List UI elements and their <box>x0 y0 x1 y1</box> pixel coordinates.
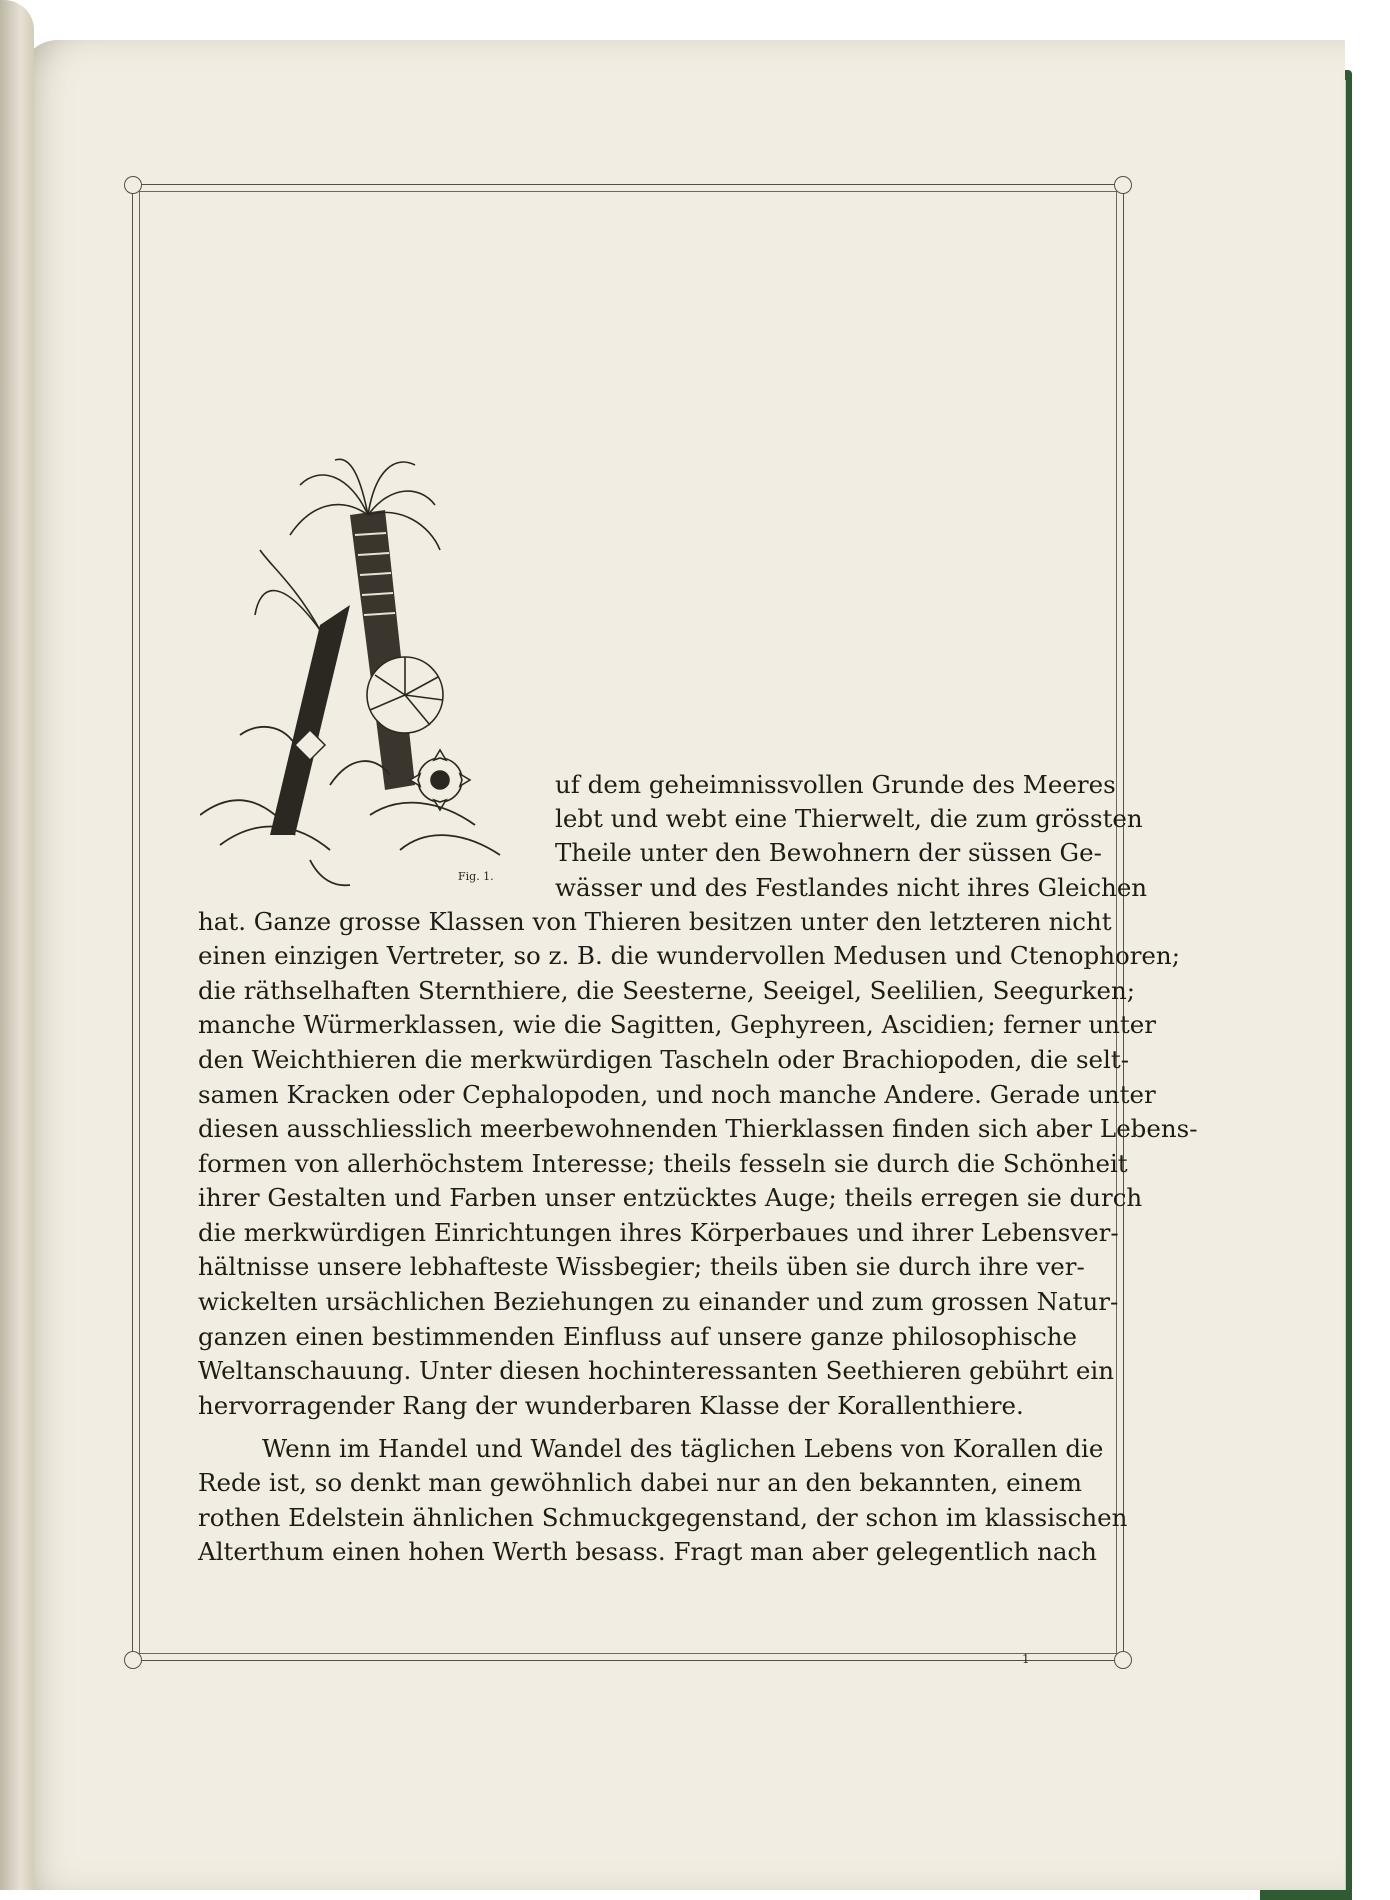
text-line: die merkwürdigen Einrichtungen ihres Körperbaues und ihrer Lebensver- <box>198 1218 1119 1247</box>
text-line: diesen ausschliesslich meerbewohnenden Thierklassen finden sich aber Lebens- <box>198 1114 1198 1143</box>
text-line: wickelten ursächlichen Beziehungen zu einander und zum grossen Natur- <box>198 1287 1119 1316</box>
text-line: samen Kracken oder Cephalopoden, und noch manche Andere. Gerade unter <box>198 1080 1156 1109</box>
text-line: Wenn im Handel und Wandel des täglichen Lebens von Korallen die <box>262 1434 1104 1463</box>
text-line: manche Würmerklassen, wie die Sagitten, Gephyreen, Ascidien; ferner unter <box>198 1010 1156 1039</box>
frame-corner-ornament <box>1114 176 1132 194</box>
text-line: die räthselhaften Sternthiere, die Seesterne, Seeigel, Seelilien, Seegurken; <box>198 976 1135 1005</box>
text-line: hervorragender Rang der wunderbaren Klasse der Korallenthiere. <box>198 1391 1024 1420</box>
text-line: Alterthum einen hohen Werth besass. Fragt man aber gelegentlich nach <box>198 1537 1097 1566</box>
text-line: Rede ist, so denkt man gewöhnlich dabei nur an den bekannten, einem <box>198 1468 1082 1497</box>
text-line: hältnisse unsere lebhafteste Wissbegier; theils üben sie durch ihre ver- <box>198 1252 1085 1281</box>
frame-corner-ornament <box>124 176 142 194</box>
opposite-leaf-curl <box>0 0 34 1890</box>
ornamental-letter-a-coral-icon <box>200 455 530 895</box>
text-line: wässer und des Festlandes nicht ihres Gleichen <box>555 873 1148 902</box>
frame-corner-ornament <box>124 1651 142 1669</box>
frame-corner-ornament <box>1114 1651 1132 1669</box>
text-line: lebt und webt eine Thierwelt, die zum grössten <box>555 804 1143 833</box>
text-line: Theile unter den Bewohnern der süssen Ge- <box>555 838 1102 867</box>
text-line: den Weichthieren die merkwürdigen Tascheln oder Brachiopoden, die selt- <box>198 1045 1129 1074</box>
text-line: hat. Ganze grosse Klassen von Thieren besitzen unter den letzteren nicht <box>198 907 1112 936</box>
text-line: rothen Edelstein ähnlichen Schmuckgegenstand, der schon im klassischen <box>198 1503 1128 1532</box>
text-line: ganzen einen bestimmenden Einfluss auf unsere ganze philosophische <box>198 1322 1077 1351</box>
text-line: uf dem geheimnissvollen Grunde des Meeres <box>555 770 1116 799</box>
text-line: formen von allerhöchstem Interesse; theils fesseln sie durch die Schönheit <box>198 1149 1128 1178</box>
text-line: Weltanschauung. Unter diesen hochinteressanten Seethieren gebührt ein <box>198 1356 1114 1385</box>
text-line: ihrer Gestalten und Farben unser entzücktes Auge; theils erregen sie durch <box>198 1183 1143 1212</box>
figure-label: Fig. 1. <box>458 870 494 883</box>
text-line: einen einzigen Vertreter, so z. B. die wundervollen Medusen und Ctenophoren; <box>198 941 1180 970</box>
page-number: 1 <box>1022 1652 1030 1666</box>
